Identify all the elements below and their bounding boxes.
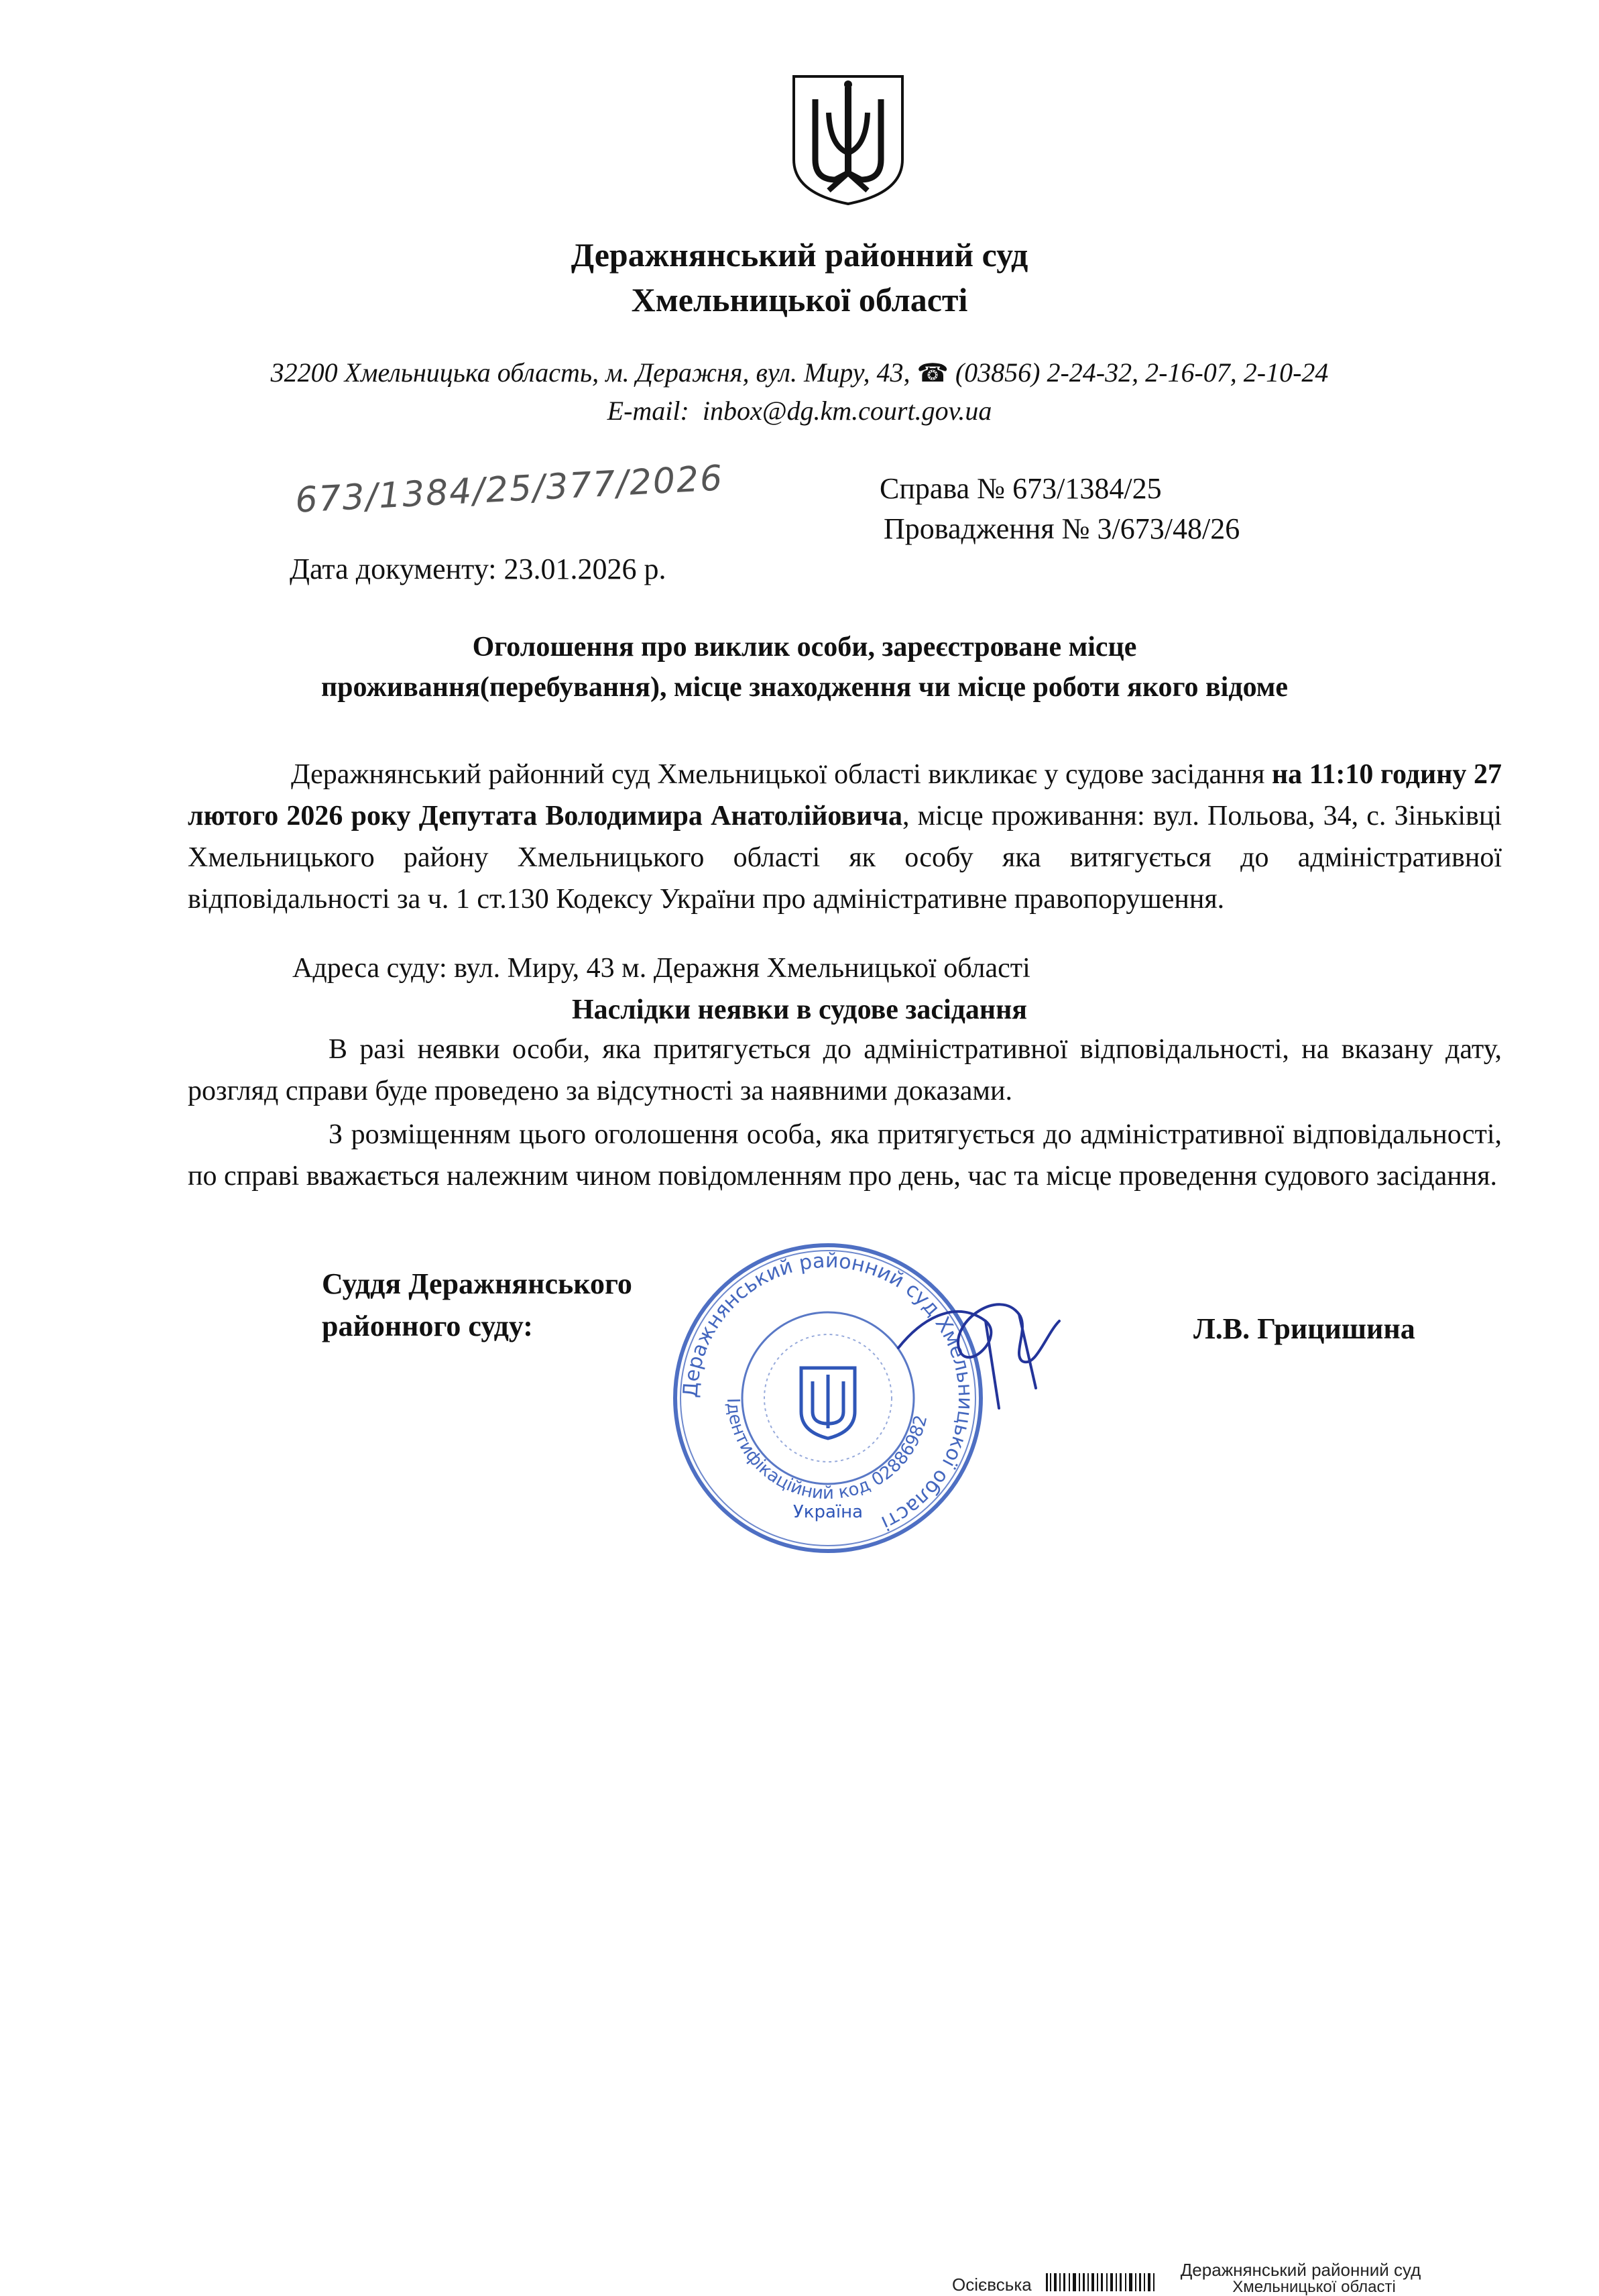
footer-court-name: Деражнянський районний суд — [1180, 2260, 1421, 2280]
footer-region: Хмельницької області — [1232, 2278, 1396, 2296]
hearing-date-and-person: на 11:10 годину 27 лютого 2026 року Депутата Володимира Анатолійовича — [188, 759, 1502, 831]
notice-heading-line2: проживання(перебування), місце знаходження чи місце роботи якого відоме — [320, 672, 1289, 703]
judge-title-line1: Суддя Деражнянського — [322, 1267, 632, 1300]
case-number: Справа № 673/1384/25 — [880, 472, 1162, 505]
notice-heading-line1: Оголошення про виклик особи, зареєстроване місце — [472, 632, 1137, 663]
summons-details: , місце проживання: вул. Польова, 34, с. Зіньківці Хмельницького району Хмельницького області як особу яка витягується до адміністративної відповідальності за ч. 1 ст.130 Кодексу України про адміністративне правопорушення. — [188, 801, 1502, 915]
notice-heading — [201, 627, 1408, 707]
seal-country: Україна — [792, 1502, 864, 1522]
judge-title-line2: районного суду: — [322, 1310, 533, 1342]
document-date: Дата документу: 23.01.2026 р. — [290, 553, 666, 585]
seal-inner-text: Ідентифікаційний код 02886982 — [722, 1397, 932, 1504]
court-address-paragraph: Адреса суду: вул. Миру, 43 м. Деражня Хмельницької області — [292, 953, 1030, 984]
proceeding-number: Провадження № 3/673/48/26 — [884, 512, 1240, 545]
court-phones: (03856) 2-24-32, 2-16-07, 2-10-24 — [955, 357, 1329, 388]
summons-paragraph — [188, 754, 1502, 920]
court-postal-address: 32200 Хмельницька область, м. Деражня, вул. Миру, 43, — [270, 357, 910, 388]
phone-icon: ☎ — [916, 359, 949, 388]
notification-paragraph: З розміщенням цього оголошення особа, яка притягується до адміністративної відповідальності, по справі вважається належним чином повідомленням про день, час та місце проведення судового засідання. — [188, 1119, 1502, 1192]
consequences-title: Наслідки неявки в судове засідання — [571, 994, 1028, 1025]
judge-name: Л.В. Грицишина — [1193, 1312, 1415, 1345]
seal-coat-of-arms-icon — [801, 1368, 855, 1438]
court-name-line1: Деражнянський районний суд — [571, 236, 1028, 274]
email-label: E-mail: — [607, 396, 689, 426]
judge-signature — [885, 1274, 1079, 1435]
footer-clerk-name: Осієвська — [952, 2275, 1032, 2295]
consequences-paragraph: В разі неявки особи, яка притягується до адміністративної відповідальності, на вказану дату, розгляд справи буде проведено за відсутності за наявними доказами. — [188, 1034, 1502, 1106]
court-email-line — [0, 392, 1599, 430]
court-name-line2: Хмельницької області — [631, 281, 968, 319]
coat-of-arms-icon — [788, 72, 908, 207]
seal-outer-text: Деражнянський районний суд Хмельницької області — [678, 1249, 978, 1535]
handwritten-registration-number: 673/1384/25/377/2026 — [294, 458, 725, 521]
email-value: inbox@dg.km.court.gov.ua — [702, 396, 992, 426]
summons-intro: Деражнянський районний суд Хмельницької області викликає у судове засідання — [291, 759, 1265, 790]
court-address-line — [0, 354, 1599, 392]
